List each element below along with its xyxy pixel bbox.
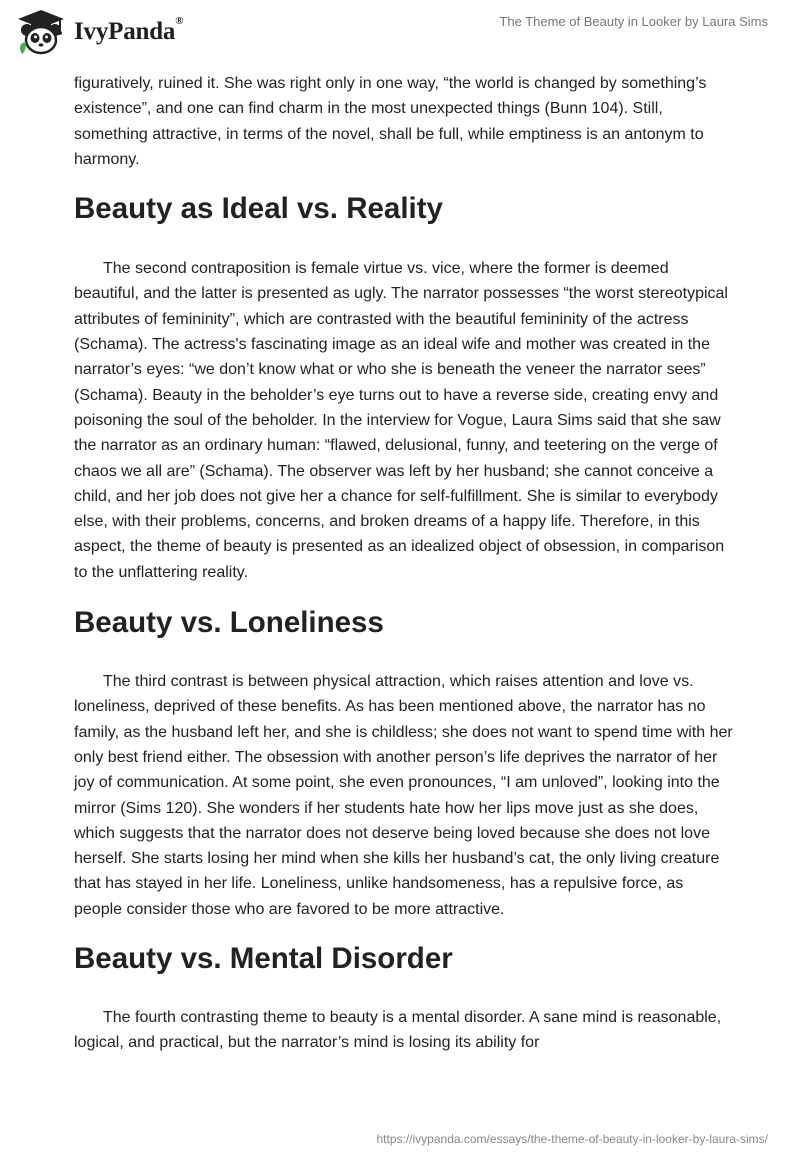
section-heading-ideal-vs-reality: Beauty as Ideal vs. Reality	[74, 192, 443, 226]
section-heading-loneliness: Beauty vs. Loneliness	[74, 606, 384, 640]
article-body	[74, 71, 734, 1056]
intro-paragraph: figuratively, ruined it. She was right only in one way, “the world is changed by something’s existence”, and one can find charm in the most unexpected things (Bunn 104). Still, something attractive, in terms of the novel, shall be full, while emptiness is an antonym to harmony.	[74, 75, 707, 168]
document-title: The Theme of Beauty in Looker by Laura Sims	[499, 14, 768, 29]
brand-name: IvyPanda®	[74, 14, 184, 45]
source-url[interactable]: https://ivypanda.com/essays/the-theme-of-beauty-in-looker-by-laura-sims/	[376, 1132, 768, 1146]
ivypanda-logo[interactable]	[14, 8, 183, 56]
section-paragraph-mental-disorder: The fourth contrasting theme to beauty is a mental disorder. A sane mind is reasonable, logical, and practical, but the narrator’s mind is losing its ability for	[74, 1009, 722, 1052]
section-heading-mental-disorder: Beauty vs. Mental Disorder	[74, 942, 453, 976]
panda-graduate-icon	[14, 8, 68, 56]
page-header	[0, 0, 800, 70]
section-paragraph-loneliness: The third contrast is between physical attraction, which raises attention and love vs. loneliness, deprived of these benefits. As has been mentioned above, the narrator has no family, as the husband left her, and she is childless; she does not want to spend time with her only best friend either. The obsession with another person’s life deprives the narrator of her joy of communication. At some point, she even pronounces, “I am unloved”, looking into the mirror (Sims 120). She wonders if her students hate how her lips move just as she does, which suggests that the narrator does not deserve being loved because she does not love herself. She starts losing her mind when she kills her husband’s cat, the only living creature that has stayed in her life. Loneliness, unlike handsomeness, has a repulsive force, as people consider those who are favored to be more attractive.	[74, 673, 733, 918]
section-paragraph-ideal-vs-reality: The second contraposition is female virtue vs. vice, where the former is deemed beautiful, and the latter is presented as ugly. The narrator possesses “the worst stereotypical attributes of femininity”, which are contrasted with the beautiful femininity of the actress (Schama). The actress's fascinating image as an ideal wife and mother was created in the narrator’s eyes: “we don’t know what or who she is beneath the veneer the narrator sees” (Schama). Beauty in the beholder’s eye turns out to have a reverse side, creating envy and poisoning the soul of the beholder. In the interview for Vogue, Laura Sims said that she saw the narrator as an ordinary human: “flawed, delusional, funny, and teetering on the verge of chaos we all are” (Schama). The observer was left by her husband; she cannot conceive a child, and her job does not give her a chance for self-fulfillment. She is similar to everybody else, with their problems, concerns, and broken dreams of a happy life. Therefore, in this aspect, the theme of beauty is presented as an idealized object of obsession, in comparison to the unflattering reality.	[74, 260, 728, 581]
